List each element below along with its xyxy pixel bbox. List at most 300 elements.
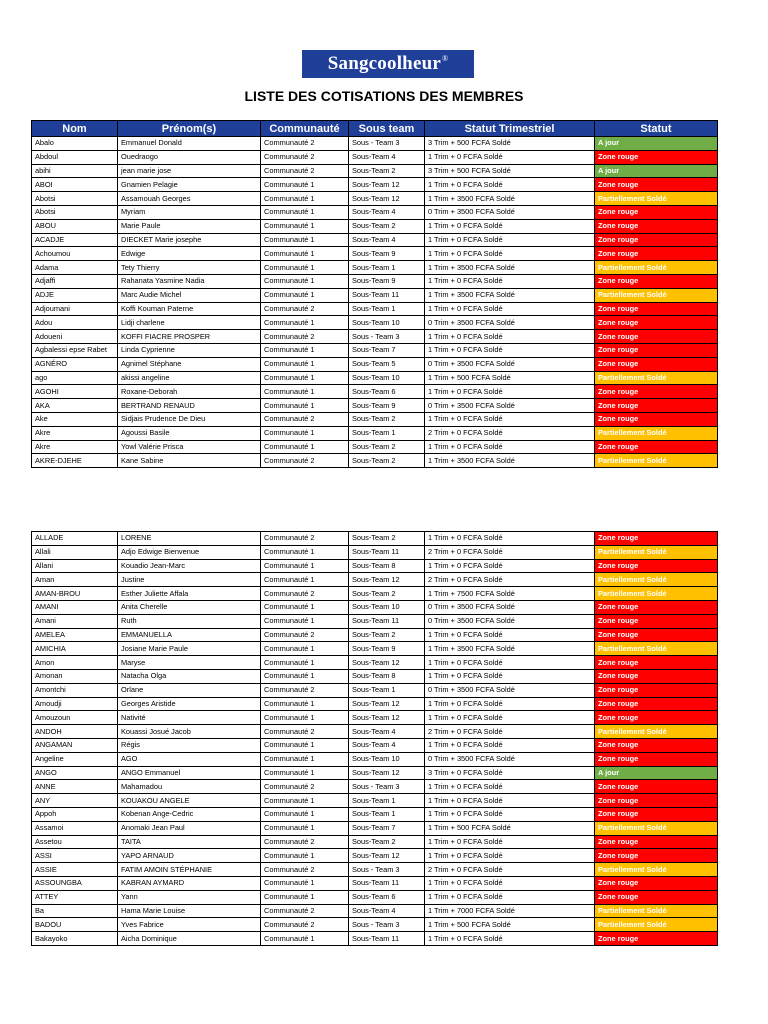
- status-badge: Partiellement Soldé: [595, 642, 718, 656]
- cell-statut-trimestriel: 1 Trim + 0 FCFA Soldé: [425, 890, 595, 904]
- status-badge: Zone rouge: [595, 150, 718, 164]
- cell-communaute: Communauté 1: [261, 656, 349, 670]
- cell-communaute: Communauté 1: [261, 261, 349, 275]
- cell-sous-team: Sous-Team 9: [349, 274, 425, 288]
- table-row: [32, 288, 718, 302]
- cell-statut-trimestriel: 1 Trim + 0 FCFA Soldé: [425, 697, 595, 711]
- table-row: [32, 545, 718, 559]
- cell-sous-team: Sous-Team 6: [349, 385, 425, 399]
- cell-prenoms: Yann: [118, 890, 261, 904]
- status-badge: Zone rouge: [595, 357, 718, 371]
- cell-nom: Appoh: [32, 807, 118, 821]
- cell-nom: ABOI: [32, 178, 118, 192]
- cell-sous-team: Sous - Team 3: [349, 863, 425, 877]
- table-row: [32, 628, 718, 642]
- cell-sous-team: Sous-Team 4: [349, 904, 425, 918]
- cell-nom: ASSI: [32, 849, 118, 863]
- cell-prenoms: Linda Cyprienne: [118, 343, 261, 357]
- cell-prenoms: Maryse: [118, 656, 261, 670]
- cell-nom: Akre: [32, 440, 118, 454]
- cell-nom: Abalo: [32, 137, 118, 151]
- table-row: [32, 780, 718, 794]
- cell-prenoms: Kane Sabine: [118, 454, 261, 468]
- cell-nom: ABOU: [32, 219, 118, 233]
- cell-nom: Abotsi: [32, 205, 118, 219]
- cell-statut-trimestriel: 1 Trim + 0 FCFA Soldé: [425, 669, 595, 683]
- cell-communaute: Communauté 1: [261, 697, 349, 711]
- cell-prenoms: Josiane Marie Paule: [118, 642, 261, 656]
- cell-sous-team: Sous-Team 12: [349, 178, 425, 192]
- table-row: [32, 164, 718, 178]
- status-badge: Partiellement Soldé: [595, 573, 718, 587]
- status-badge: Partiellement Soldé: [595, 918, 718, 932]
- cell-communaute: Communauté 2: [261, 532, 349, 546]
- cell-sous-team: Sous-Team 9: [349, 399, 425, 413]
- cell-communaute: Communauté 2: [261, 412, 349, 426]
- cell-sous-team: Sous-Team 4: [349, 150, 425, 164]
- cell-nom: Amani: [32, 614, 118, 628]
- cell-prenoms: Emmanuel Donald: [118, 137, 261, 151]
- cell-nom: AMELEA: [32, 628, 118, 642]
- cell-statut-trimestriel: 1 Trim + 500 FCFA Soldé: [425, 821, 595, 835]
- cell-statut-trimestriel: 1 Trim + 0 FCFA Soldé: [425, 532, 595, 546]
- cell-prenoms: Esther Juliette Affala: [118, 587, 261, 601]
- cell-nom: Abdoul: [32, 150, 118, 164]
- cell-nom: AMICHIA: [32, 642, 118, 656]
- cell-prenoms: TAITA: [118, 835, 261, 849]
- cell-communaute: Communauté 1: [261, 357, 349, 371]
- cell-communaute: Communauté 1: [261, 399, 349, 413]
- cell-sous-team: Sous-Team 1: [349, 794, 425, 808]
- status-badge: Zone rouge: [595, 669, 718, 683]
- cell-statut-trimestriel: 1 Trim + 0 FCFA Soldé: [425, 628, 595, 642]
- cell-prenoms: Gnamien Pelagie: [118, 178, 261, 192]
- table-row: [32, 738, 718, 752]
- table-row: [32, 863, 718, 877]
- cell-nom: Amouzoun: [32, 711, 118, 725]
- cell-prenoms: Georges Aristide: [118, 697, 261, 711]
- cell-sous-team: Sous-Team 1: [349, 302, 425, 316]
- cell-sous-team: Sous-Team 2: [349, 532, 425, 546]
- status-badge: Partiellement Soldé: [595, 454, 718, 468]
- table-row: [32, 302, 718, 316]
- cell-sous-team: Sous - Team 3: [349, 330, 425, 344]
- cell-sous-team: Sous - Team 3: [349, 780, 425, 794]
- cell-nom: Amonan: [32, 669, 118, 683]
- cell-statut-trimestriel: 1 Trim + 3500 FCFA Soldé: [425, 261, 595, 275]
- cell-prenoms: Hama Marie Louise: [118, 904, 261, 918]
- cell-communaute: Communauté 1: [261, 233, 349, 247]
- cell-communaute: Communauté 1: [261, 794, 349, 808]
- cell-prenoms: Anomaki Jean Paul: [118, 821, 261, 835]
- status-badge: Zone rouge: [595, 807, 718, 821]
- table-body: [32, 137, 718, 468]
- table-row: [32, 261, 718, 275]
- cell-prenoms: Sidjais Prudence De Dieu: [118, 412, 261, 426]
- table-row: [32, 669, 718, 683]
- header-prenoms: Prénom(s): [118, 121, 261, 137]
- table-row: [32, 642, 718, 656]
- cell-communaute: Communauté 2: [261, 683, 349, 697]
- cell-prenoms: Edwige: [118, 247, 261, 261]
- cell-communaute: Communauté 2: [261, 330, 349, 344]
- cell-prenoms: Lidji charlene: [118, 316, 261, 330]
- cell-nom: Adoueni: [32, 330, 118, 344]
- cell-statut-trimestriel: 1 Trim + 7500 FCFA Soldé: [425, 587, 595, 601]
- cell-prenoms: Agoussi Basile: [118, 426, 261, 440]
- cell-prenoms: YAPO ARNAUD: [118, 849, 261, 863]
- status-badge: Partiellement Soldé: [595, 725, 718, 739]
- header-statut-trimestriel: Statut Trimestriel: [425, 121, 595, 137]
- cell-statut-trimestriel: 0 Trim + 3500 FCFA Soldé: [425, 357, 595, 371]
- cell-statut-trimestriel: 0 Trim + 3500 FCFA Soldé: [425, 614, 595, 628]
- cell-sous-team: Sous-Team 2: [349, 440, 425, 454]
- status-badge: Zone rouge: [595, 890, 718, 904]
- cell-sous-team: Sous-Team 7: [349, 821, 425, 835]
- cell-sous-team: Sous-Team 10: [349, 752, 425, 766]
- cell-statut-trimestriel: 1 Trim + 0 FCFA Soldé: [425, 780, 595, 794]
- cell-statut-trimestriel: 1 Trim + 7000 FCFA Soldé: [425, 904, 595, 918]
- cell-sous-team: Sous-Team 8: [349, 669, 425, 683]
- cell-prenoms: Ouedraogo: [118, 150, 261, 164]
- cell-communaute: Communauté 2: [261, 904, 349, 918]
- cell-sous-team: Sous-Team 11: [349, 876, 425, 890]
- cell-sous-team: Sous - Team 3: [349, 137, 425, 151]
- cell-sous-team: Sous-Team 2: [349, 587, 425, 601]
- cell-prenoms: Orlane: [118, 683, 261, 697]
- cell-nom: ANNE: [32, 780, 118, 794]
- cell-statut-trimestriel: 1 Trim + 3500 FCFA Soldé: [425, 288, 595, 302]
- table-row: [32, 219, 718, 233]
- cell-sous-team: Sous-Team 12: [349, 711, 425, 725]
- cell-statut-trimestriel: 1 Trim + 0 FCFA Soldé: [425, 849, 595, 863]
- cell-nom: BADOU: [32, 918, 118, 932]
- cell-statut-trimestriel: 1 Trim + 0 FCFA Soldé: [425, 330, 595, 344]
- cell-statut-trimestriel: 1 Trim + 0 FCFA Soldé: [425, 247, 595, 261]
- cell-communaute: Communauté 1: [261, 247, 349, 261]
- cell-nom: ADJE: [32, 288, 118, 302]
- cell-nom: Adjoumani: [32, 302, 118, 316]
- cell-statut-trimestriel: 2 Trim + 0 FCFA Soldé: [425, 725, 595, 739]
- cell-sous-team: Sous-Team 9: [349, 642, 425, 656]
- status-badge: Zone rouge: [595, 274, 718, 288]
- table-row: [32, 385, 718, 399]
- status-badge: Zone rouge: [595, 559, 718, 573]
- page-title: LISTE DES COTISATIONS DES MEMBRES: [244, 88, 524, 104]
- cell-nom: ago: [32, 371, 118, 385]
- cell-communaute: Communauté 1: [261, 274, 349, 288]
- cell-nom: Abotsi: [32, 192, 118, 206]
- cell-communaute: Communauté 1: [261, 669, 349, 683]
- cell-statut-trimestriel: 1 Trim + 0 FCFA Soldé: [425, 150, 595, 164]
- cell-statut-trimestriel: 1 Trim + 3500 FCFA Soldé: [425, 192, 595, 206]
- cell-communaute: Communauté 1: [261, 600, 349, 614]
- cell-statut-trimestriel: 3 Trim + 500 FCFA Soldé: [425, 164, 595, 178]
- status-badge: Zone rouge: [595, 440, 718, 454]
- cell-nom: AKA: [32, 399, 118, 413]
- table-row: [32, 192, 718, 206]
- table-row: [32, 440, 718, 454]
- status-badge: Zone rouge: [595, 330, 718, 344]
- cell-communaute: Communauté 2: [261, 454, 349, 468]
- cell-nom: ASSOUNGBA: [32, 876, 118, 890]
- status-badge: Partiellement Soldé: [595, 426, 718, 440]
- cell-statut-trimestriel: 1 Trim + 0 FCFA Soldé: [425, 835, 595, 849]
- cell-sous-team: Sous-Team 6: [349, 890, 425, 904]
- status-badge: Zone rouge: [595, 302, 718, 316]
- cell-nom: AGOHI: [32, 385, 118, 399]
- status-badge: Zone rouge: [595, 219, 718, 233]
- table-row: [32, 274, 718, 288]
- cell-sous-team: Sous-Team 2: [349, 219, 425, 233]
- status-badge: Zone rouge: [595, 876, 718, 890]
- cell-statut-trimestriel: 0 Trim + 3500 FCFA Soldé: [425, 752, 595, 766]
- table-row: [32, 532, 718, 546]
- cell-prenoms: jean marie jose: [118, 164, 261, 178]
- cell-sous-team: Sous-Team 10: [349, 600, 425, 614]
- table-row: [32, 412, 718, 426]
- cell-sous-team: Sous-Team 12: [349, 849, 425, 863]
- cell-statut-trimestriel: 3 Trim + 0 FCFA Soldé: [425, 766, 595, 780]
- cell-communaute: Communauté 1: [261, 343, 349, 357]
- cell-prenoms: Justine: [118, 573, 261, 587]
- table-row: [32, 890, 718, 904]
- status-badge: Zone rouge: [595, 849, 718, 863]
- table-row: [32, 876, 718, 890]
- cell-statut-trimestriel: 1 Trim + 500 FCFA Soldé: [425, 371, 595, 385]
- table-row: [32, 205, 718, 219]
- table-row: [32, 316, 718, 330]
- header-sous-team: Sous team: [349, 121, 425, 137]
- status-badge: Zone rouge: [595, 656, 718, 670]
- cell-statut-trimestriel: 1 Trim + 500 FCFA Soldé: [425, 918, 595, 932]
- cell-prenoms: AGO: [118, 752, 261, 766]
- cell-statut-trimestriel: 2 Trim + 0 FCFA Soldé: [425, 573, 595, 587]
- cell-sous-team: Sous-Team 2: [349, 412, 425, 426]
- status-badge: Partiellement Soldé: [595, 863, 718, 877]
- status-badge: A jour: [595, 766, 718, 780]
- cell-communaute: Communauté 1: [261, 932, 349, 946]
- cell-prenoms: Adjo Edwige Bienvenue: [118, 545, 261, 559]
- table-row: [32, 752, 718, 766]
- cell-prenoms: akissi angeline: [118, 371, 261, 385]
- cell-nom: ASSIE: [32, 863, 118, 877]
- table-row: [32, 932, 718, 946]
- cell-prenoms: EMMANUELLA: [118, 628, 261, 642]
- table-row: [32, 247, 718, 261]
- cell-sous-team: Sous-Team 11: [349, 614, 425, 628]
- table-row: [32, 573, 718, 587]
- status-badge: Zone rouge: [595, 752, 718, 766]
- cell-sous-team: Sous-Team 8: [349, 559, 425, 573]
- cell-sous-team: Sous-Team 2: [349, 454, 425, 468]
- cell-communaute: Communauté 2: [261, 164, 349, 178]
- table-row: [32, 371, 718, 385]
- cell-nom: Akre: [32, 426, 118, 440]
- cell-prenoms: Kouassi Josué Jacob: [118, 725, 261, 739]
- cell-sous-team: Sous-Team 1: [349, 426, 425, 440]
- cell-nom: ANGO: [32, 766, 118, 780]
- cell-sous-team: Sous-Team 2: [349, 835, 425, 849]
- status-badge: Zone rouge: [595, 233, 718, 247]
- cell-prenoms: Yves Fabrice: [118, 918, 261, 932]
- cell-nom: Aman: [32, 573, 118, 587]
- cell-communaute: Communauté 1: [261, 219, 349, 233]
- cell-nom: ANGAMAN: [32, 738, 118, 752]
- cell-communaute: Communauté 1: [261, 711, 349, 725]
- status-badge: A jour: [595, 137, 718, 151]
- cell-sous-team: Sous-Team 2: [349, 628, 425, 642]
- status-badge: Zone rouge: [595, 205, 718, 219]
- table-row: [32, 343, 718, 357]
- cell-nom: Amon: [32, 656, 118, 670]
- cell-communaute: Communauté 1: [261, 316, 349, 330]
- table-row: [32, 233, 718, 247]
- cell-statut-trimestriel: 1 Trim + 0 FCFA Soldé: [425, 656, 595, 670]
- cell-nom: abihi: [32, 164, 118, 178]
- cell-sous-team: Sous-Team 7: [349, 343, 425, 357]
- status-badge: Zone rouge: [595, 932, 718, 946]
- status-badge: Zone rouge: [595, 614, 718, 628]
- cell-communaute: Communauté 1: [261, 192, 349, 206]
- table-row: [32, 725, 718, 739]
- cell-nom: Agbalessi epse Rabet: [32, 343, 118, 357]
- status-badge: Zone rouge: [595, 697, 718, 711]
- cell-nom: Bakayoko: [32, 932, 118, 946]
- cell-prenoms: Koffi Kouman Paterne: [118, 302, 261, 316]
- cell-statut-trimestriel: 1 Trim + 0 FCFA Soldé: [425, 219, 595, 233]
- table-row: [32, 454, 718, 468]
- cell-nom: ANDOH: [32, 725, 118, 739]
- cell-statut-trimestriel: 1 Trim + 0 FCFA Soldé: [425, 711, 595, 725]
- cell-communaute: Communauté 2: [261, 863, 349, 877]
- cell-sous-team: Sous-Team 1: [349, 261, 425, 275]
- cell-prenoms: Agnimel Stéphane: [118, 357, 261, 371]
- cell-statut-trimestriel: 1 Trim + 0 FCFA Soldé: [425, 233, 595, 247]
- cell-nom: Achoumou: [32, 247, 118, 261]
- cell-statut-trimestriel: 1 Trim + 0 FCFA Soldé: [425, 274, 595, 288]
- cell-nom: ANY: [32, 794, 118, 808]
- cell-statut-trimestriel: 1 Trim + 0 FCFA Soldé: [425, 440, 595, 454]
- cell-statut-trimestriel: 1 Trim + 0 FCFA Soldé: [425, 343, 595, 357]
- cell-prenoms: Anita Cherelle: [118, 600, 261, 614]
- header-statut: Statut: [595, 121, 718, 137]
- status-badge: Zone rouge: [595, 385, 718, 399]
- cell-communaute: Communauté 2: [261, 725, 349, 739]
- cell-sous-team: Sous-Team 4: [349, 233, 425, 247]
- cell-prenoms: Kouadio Jean-Marc: [118, 559, 261, 573]
- cell-statut-trimestriel: 1 Trim + 0 FCFA Soldé: [425, 738, 595, 752]
- status-badge: Zone rouge: [595, 247, 718, 261]
- cell-communaute: Communauté 1: [261, 440, 349, 454]
- cell-sous-team: Sous-Team 10: [349, 316, 425, 330]
- cell-sous-team: Sous-Team 1: [349, 683, 425, 697]
- cell-statut-trimestriel: 2 Trim + 0 FCFA Soldé: [425, 863, 595, 877]
- cell-prenoms: Myriam: [118, 205, 261, 219]
- cell-communaute: Communauté 2: [261, 628, 349, 642]
- cell-prenoms: Ruth: [118, 614, 261, 628]
- status-badge: Zone rouge: [595, 316, 718, 330]
- status-badge: Partiellement Soldé: [595, 545, 718, 559]
- cell-prenoms: Marc Audie Michel: [118, 288, 261, 302]
- status-badge: Partiellement Soldé: [595, 261, 718, 275]
- table-row: [32, 587, 718, 601]
- cell-sous-team: Sous-Team 12: [349, 766, 425, 780]
- cell-nom: AKRE-DJEHE: [32, 454, 118, 468]
- cell-communaute: Communauté 2: [261, 302, 349, 316]
- table-row: [32, 614, 718, 628]
- status-badge: Partiellement Soldé: [595, 904, 718, 918]
- cell-sous-team: Sous-Team 4: [349, 725, 425, 739]
- table-row: [32, 357, 718, 371]
- table-row: [32, 178, 718, 192]
- cell-nom: Ba: [32, 904, 118, 918]
- cell-sous-team: Sous-Team 12: [349, 192, 425, 206]
- cell-prenoms: Kobenan Ange-Cedric: [118, 807, 261, 821]
- cell-statut-trimestriel: 1 Trim + 0 FCFA Soldé: [425, 807, 595, 821]
- cell-sous-team: Sous-Team 2: [349, 164, 425, 178]
- table-row: [32, 711, 718, 725]
- table-row: [32, 683, 718, 697]
- table-row: [32, 697, 718, 711]
- table-row: [32, 656, 718, 670]
- cell-prenoms: FATIM AMOIN STÉPHANIE: [118, 863, 261, 877]
- cell-prenoms: Assamouah Georges: [118, 192, 261, 206]
- cell-statut-trimestriel: 0 Trim + 3500 FCFA Soldé: [425, 205, 595, 219]
- cell-nom: Adjaffi: [32, 274, 118, 288]
- cell-communaute: Communauté 1: [261, 205, 349, 219]
- cell-sous-team: Sous - Team 3: [349, 918, 425, 932]
- table-row: [32, 426, 718, 440]
- status-badge: Partiellement Soldé: [595, 192, 718, 206]
- cell-nom: ALLADE: [32, 532, 118, 546]
- cell-nom: AMANI: [32, 600, 118, 614]
- status-badge: Zone rouge: [595, 711, 718, 725]
- status-badge: Zone rouge: [595, 532, 718, 546]
- cell-sous-team: Sous-Team 10: [349, 371, 425, 385]
- cell-sous-team: Sous-Team 12: [349, 573, 425, 587]
- cell-communaute: Communauté 1: [261, 807, 349, 821]
- table-row: [32, 821, 718, 835]
- cell-prenoms: Mahamadou: [118, 780, 261, 794]
- cell-communaute: Communauté 1: [261, 614, 349, 628]
- status-badge: Zone rouge: [595, 835, 718, 849]
- cell-communaute: Communauté 1: [261, 738, 349, 752]
- cell-statut-trimestriel: 1 Trim + 0 FCFA Soldé: [425, 385, 595, 399]
- cell-communaute: Communauté 2: [261, 835, 349, 849]
- cell-communaute: Communauté 1: [261, 288, 349, 302]
- cell-communaute: Communauté 1: [261, 821, 349, 835]
- cell-prenoms: ANGO Emmanuel: [118, 766, 261, 780]
- table-row: [32, 835, 718, 849]
- cell-prenoms: LORENE: [118, 532, 261, 546]
- status-badge: A jour: [595, 164, 718, 178]
- cell-communaute: Communauté 1: [261, 559, 349, 573]
- cell-statut-trimestriel: 1 Trim + 3500 FCFA Soldé: [425, 454, 595, 468]
- cell-nom: Adama: [32, 261, 118, 275]
- cell-statut-trimestriel: 1 Trim + 0 FCFA Soldé: [425, 876, 595, 890]
- cell-communaute: Communauté 2: [261, 918, 349, 932]
- cell-nom: Amontchi: [32, 683, 118, 697]
- cell-nom: Allani: [32, 559, 118, 573]
- status-badge: Partiellement Soldé: [595, 371, 718, 385]
- table-body: [32, 532, 718, 946]
- cell-statut-trimestriel: 1 Trim + 0 FCFA Soldé: [425, 302, 595, 316]
- table-row: [32, 849, 718, 863]
- cell-communaute: Communauté 1: [261, 178, 349, 192]
- cell-statut-trimestriel: 1 Trim + 0 FCFA Soldé: [425, 412, 595, 426]
- cell-prenoms: Rahanata Yasmine Nadia: [118, 274, 261, 288]
